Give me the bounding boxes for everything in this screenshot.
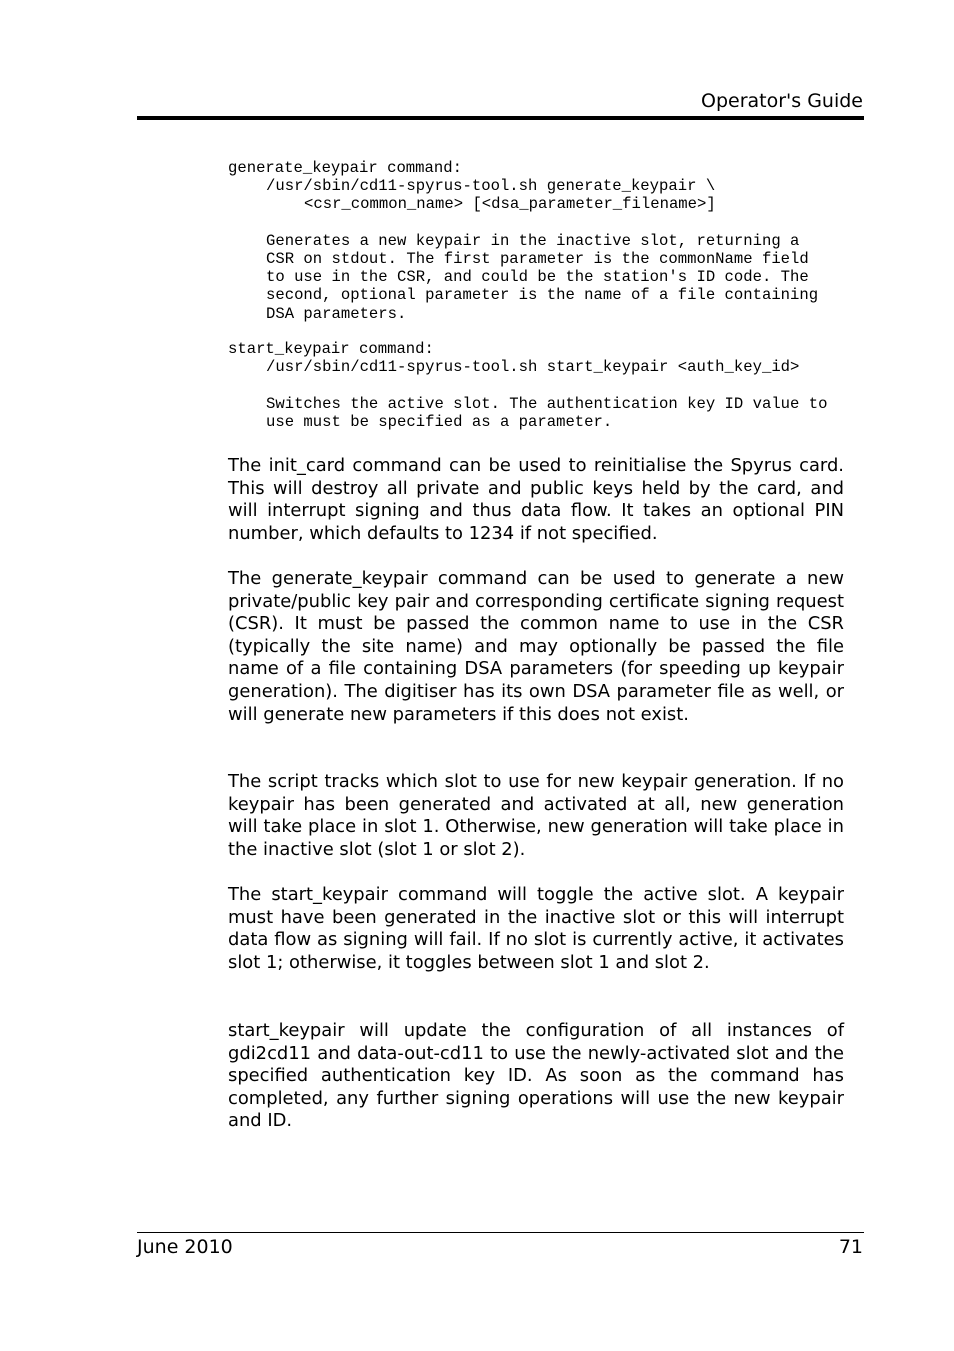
code-line: Switches the active slot. The authentication key ID value to: [266, 394, 828, 413]
code-line: [228, 376, 868, 394]
code-line: second, optional parameter is the name of a file containing: [266, 286, 819, 305]
page-number: 71: [838, 1236, 863, 1258]
header-rule: [137, 116, 864, 120]
code-line: start_keypair command:: [228, 340, 434, 358]
code-line: Generates a new keypair in the inactive slot, returning a: [266, 231, 800, 250]
code-block-start-keypair: [228, 340, 868, 431]
code-line: generate_keypair command:: [228, 159, 462, 177]
running-header-title: Operator's Guide: [700, 90, 863, 112]
paragraph-generate-keypair: The generate_keypair command can be used to generate a new private/public key pair and corresponding certificate signing request (CSR). It must be passed the common name to use in the CSR (typically the site name) and may optionally be passed the file name of a file containing DSA parameters (for speeding up keypair generation). The digitiser has its own DSA parameter file as well, or will generate new parameters if this does not exist.: [228, 568, 844, 725]
footer-rule: [137, 1232, 864, 1233]
code-line: <csr_common_name> [<dsa_parameter_filename>]: [304, 195, 716, 214]
paragraph-init-card: The init_card command can be used to reinitialise the Spyrus card. This will destroy all private and public keys held by the card, and will interrupt signing and thus data flow. It takes an optional PIN number, which defaults to 1234 if not specified.: [228, 455, 844, 544]
code-line: DSA parameters.: [266, 304, 407, 323]
code-line: use must be specified as a parameter.: [266, 412, 613, 431]
paragraph-slot-tracking: The script tracks which slot to use for new keypair generation. If no keypair has been generated and activated at all, new generation will take place in slot 1. Otherwise, new generation will take place in the inactive slot (slot 1 or slot 2).: [228, 771, 844, 860]
code-line: [228, 214, 868, 232]
code-block-generate-keypair: [228, 159, 868, 323]
code-line: CSR on stdout. The first parameter is the commonName field: [266, 250, 809, 268]
paragraph-start-keypair: The start_keypair command will toggle the active slot. A keypair must have been generated in the inactive slot or this will interrupt data flow as signing will fail. If no slot is currently active, it activates slot 1; otherwise, it toggles between slot 1 and slot 2.: [228, 884, 844, 973]
paragraph-configuration-update: start_keypair will update the configuration of all instances of gdi2cd11 and data-out-cd11 to use the newly-activated slot and the specified authentication key ID. As soon as the command has completed, any further signing operations will use the new keypair and ID.: [228, 1020, 844, 1132]
code-line: to use in the CSR, and could be the station's ID code. The: [266, 268, 809, 287]
code-line: /usr/sbin/cd11-spyrus-tool.sh start_keypair <auth_key_id>: [266, 358, 800, 377]
code-line: /usr/sbin/cd11-spyrus-tool.sh generate_keypair \: [266, 177, 716, 196]
footer-date: June 2010: [137, 1236, 233, 1258]
